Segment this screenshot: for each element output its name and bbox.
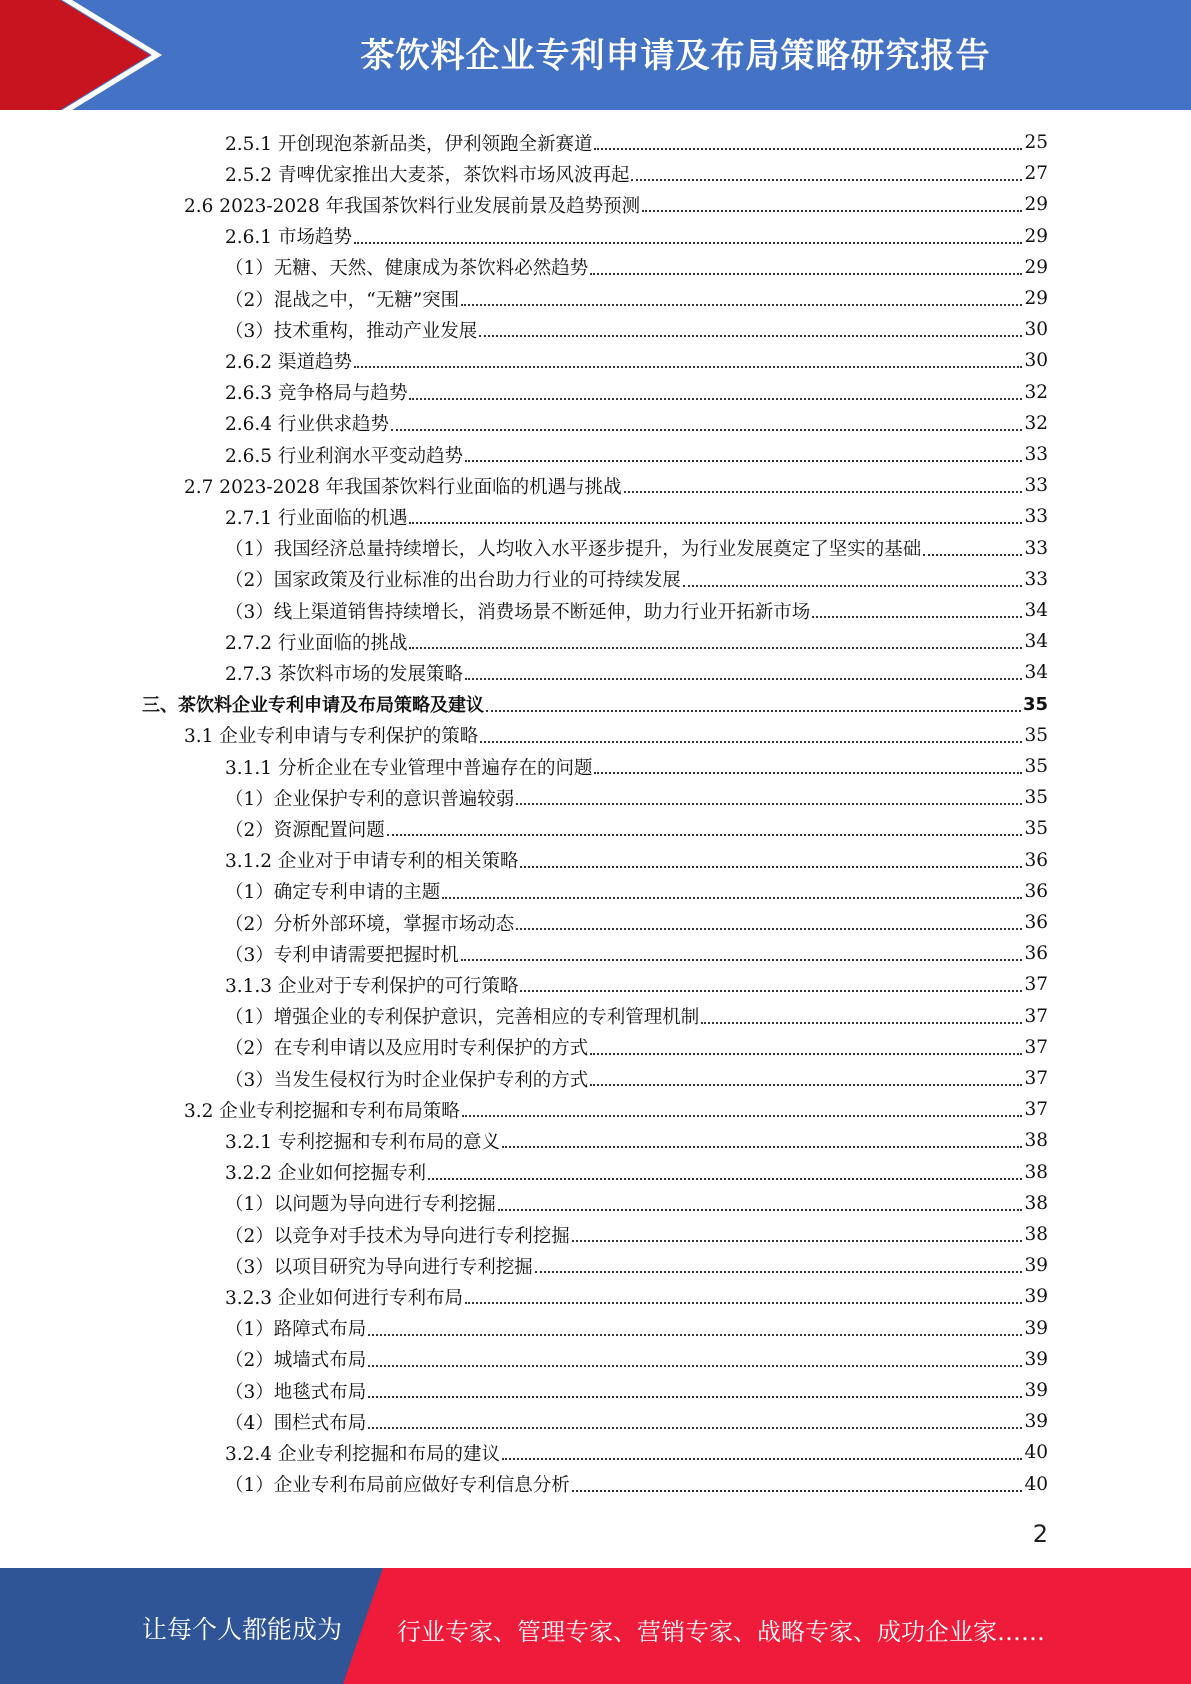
- toc-entry[interactable]: [225, 533, 1048, 564]
- toc-entry-title: 2.5.1 开创现泡茶新品类，伊利领跑全新赛道: [225, 133, 593, 155]
- toc-entry[interactable]: [225, 1313, 1048, 1344]
- toc-dot-leader: [516, 803, 1022, 805]
- toc-entry-page: 37: [1024, 974, 1048, 996]
- toc-dot-leader: [480, 741, 1022, 743]
- toc-entry-page: 35: [1024, 818, 1048, 840]
- toc-entry[interactable]: [225, 782, 1048, 813]
- toc-entry-title: 3.1 企业专利申请与专利保护的策略: [184, 726, 479, 748]
- toc-entry-page: 38: [1024, 1130, 1048, 1152]
- footer-banner: [0, 1568, 1191, 1684]
- toc-entry-page: 25: [1024, 132, 1048, 153]
- toc-entry-title: （1）企业专利布局前应做好专利信息分析: [225, 1475, 570, 1497]
- toc-dot-leader: [354, 366, 1023, 368]
- toc-entry-title: （1）我国经济总量持续增长，人均收入水平逐步提升，为行业发展奠定了坚实的基础: [225, 539, 922, 561]
- toc-entry-page: 27: [1024, 163, 1048, 185]
- toc-entry[interactable]: [225, 876, 1048, 907]
- toc-entry-page: 33: [1024, 444, 1048, 465]
- toc-entry[interactable]: [225, 439, 1048, 470]
- toc-entry-page: 38: [1024, 1192, 1048, 1214]
- toc-entry-page: 34: [1024, 631, 1048, 653]
- footer-slogan-left: 让每个人都能成为: [142, 1615, 343, 1644]
- toc-entry-page: 36: [1024, 943, 1048, 965]
- toc-entry-page: 30: [1024, 350, 1048, 372]
- toc-dot-leader: [502, 1146, 1022, 1148]
- toc-entry[interactable]: [184, 720, 1048, 751]
- toc-entry-title: （2）资源配置问题: [225, 819, 385, 841]
- toc-entry[interactable]: [142, 689, 1048, 720]
- toc-dot-leader: [486, 710, 1021, 712]
- toc-entry-title: 2.7.2 行业面临的挑战: [225, 632, 408, 654]
- toc-entry-page: 36: [1024, 849, 1048, 871]
- toc-dot-leader: [520, 990, 1022, 992]
- toc-dot-leader: [516, 928, 1022, 930]
- toc-dot-leader: [461, 304, 1022, 306]
- toc-dot-leader: [594, 772, 1022, 774]
- toc-entry-page: 33: [1024, 475, 1048, 497]
- toc-entry-title: （2）分析外部环境，掌握市场动态: [225, 913, 515, 935]
- toc-entry-page: 38: [1024, 1161, 1048, 1183]
- toc-entry[interactable]: [225, 751, 1048, 782]
- toc-entry-page: 29: [1024, 288, 1048, 309]
- toc-dot-leader: [368, 1365, 1022, 1367]
- toc-entry-page: 39: [1024, 1317, 1048, 1339]
- toc-dot-leader: [461, 959, 1023, 961]
- toc-entry-page: 39: [1024, 1255, 1048, 1277]
- toc-entry-page: 29: [1024, 256, 1048, 278]
- toc-entry-title: 3.1.2 企业对于申请专利的相关策略: [225, 851, 519, 873]
- toc-entry-page: 35: [1022, 693, 1048, 715]
- toc-entry[interactable]: [225, 813, 1048, 844]
- toc-dot-leader: [590, 1084, 1022, 1086]
- toc-entry-page: 37: [1024, 1068, 1048, 1089]
- toc-dot-leader: [368, 1334, 1022, 1336]
- toc-entry[interactable]: [225, 1032, 1048, 1063]
- toc-entry-page: 39: [1024, 1286, 1048, 1308]
- toc-entry-title: （2）在专利申请以及应用时专利保护的方式: [225, 1038, 589, 1060]
- toc-entry-page: 38: [1024, 1224, 1048, 1245]
- toc-dot-leader: [354, 242, 1023, 244]
- toc-entry-title: 2.6.2 渠道趋势: [225, 351, 352, 373]
- toc-entry[interactable]: [225, 1250, 1048, 1281]
- toc-entry-title: 2.7 2023-2028 年我国茶饮料行业面临的机遇与挑战: [184, 476, 622, 498]
- toc-entry-title: 2.6.5 行业利润水平变动趋势: [225, 445, 463, 467]
- toc-entry-title: （1）确定专利申请的主题: [225, 882, 441, 904]
- toc-entry[interactable]: [225, 345, 1048, 376]
- toc-entry-title: （2）城墙式布局: [225, 1350, 367, 1372]
- toc-entry[interactable]: [225, 626, 1048, 657]
- toc-dot-leader: [642, 210, 1022, 212]
- toc-entry[interactable]: [225, 1125, 1048, 1156]
- toc-entry-page: 39: [1024, 1348, 1048, 1370]
- toc-dot-leader: [387, 834, 1023, 836]
- toc-entry-page: 40: [1024, 1473, 1048, 1495]
- toc-entry[interactable]: [225, 595, 1048, 626]
- toc-dot-leader: [409, 647, 1022, 649]
- toc-entry[interactable]: [225, 1157, 1048, 1188]
- toc-entry-title: 2.7.3 茶饮料市场的发展策略: [225, 663, 463, 685]
- toc-dot-leader: [442, 897, 1022, 899]
- toc-dot-leader: [409, 398, 1022, 400]
- toc-dot-leader: [590, 273, 1022, 275]
- toc-dot-leader: [479, 335, 1022, 337]
- toc-entry-title: （1）路障式布局: [225, 1319, 367, 1341]
- toc-dot-leader: [572, 1490, 1023, 1492]
- toc-entry-title: （3）当发生侵权行为时企业保护专利的方式: [225, 1069, 589, 1091]
- toc-entry-page: 33: [1024, 537, 1048, 559]
- toc-dot-leader: [535, 1271, 1023, 1273]
- toc-entry-page: 34: [1024, 662, 1048, 684]
- toc-dot-leader: [594, 148, 1022, 150]
- toc-entry-title: （2）以竞争对手技术为导向进行专利挖掘: [225, 1225, 570, 1247]
- toc-entry-page: 33: [1024, 506, 1048, 528]
- toc-entry-title: 3.2.2 企业如何挖掘专利: [225, 1163, 426, 1185]
- toc-entry-title: （2）混战之中，“无糖”突围: [225, 289, 460, 311]
- toc-entry[interactable]: [225, 1469, 1048, 1500]
- toc-dot-leader: [465, 460, 1022, 462]
- toc-entry-title: （1）企业保护专利的意识普遍较弱: [225, 788, 515, 810]
- toc-dot-leader: [701, 1022, 1022, 1024]
- toc-entry-title: （3）线上渠道销售持续增长，消费场景不断延伸，助力行业开拓新市场: [225, 601, 811, 623]
- toc-dot-leader: [631, 179, 1022, 181]
- toc-entry-title: 2.5.2 青啤优家推出大麦茶，茶饮料市场风波再起: [225, 164, 630, 186]
- toc-dot-leader: [368, 1427, 1022, 1429]
- toc-entry-page: 37: [1024, 1099, 1048, 1121]
- toc-entry-title: 3.2 企业专利挖掘和专利布局策略: [184, 1100, 460, 1122]
- toc-entry-page: 35: [1024, 724, 1048, 746]
- toc-entry[interactable]: [225, 1219, 1048, 1250]
- toc-entry-title: （4）围栏式布局: [225, 1412, 367, 1434]
- toc-entry-title: 2.6.1 市场趋势: [225, 227, 352, 249]
- toc-entry-page: 37: [1024, 1005, 1048, 1027]
- toc-entry-page: 34: [1024, 600, 1048, 621]
- toc-entry[interactable]: [225, 1437, 1048, 1468]
- toc-entry-page: 37: [1024, 1036, 1048, 1058]
- toc-entry[interactable]: [225, 969, 1048, 1000]
- footer-slogan-right: 行业专家、管理专家、营销专家、战略专家、成功企业家……: [397, 1618, 1045, 1646]
- toc-entry-page: 32: [1024, 412, 1048, 434]
- toc-entry-title: 3.1.3 企业对于专利保护的可行策略: [225, 975, 519, 997]
- toc-entry-title: 三、茶饮料企业专利申请及布局策略及建议: [142, 695, 484, 717]
- toc-entry-title: （1）无糖、天然、健康成为茶饮料必然趋势: [225, 258, 589, 280]
- toc-entry[interactable]: [225, 1375, 1048, 1406]
- toc-entry-page: 36: [1024, 912, 1048, 933]
- toc-dot-leader: [590, 1053, 1022, 1055]
- toc-dot-leader: [498, 1209, 1023, 1211]
- toc-entry-page: 39: [1024, 1380, 1048, 1401]
- toc-entry[interactable]: [225, 158, 1048, 189]
- toc-entry[interactable]: [225, 845, 1048, 876]
- toc-entry-title: （3）地毯式布局: [225, 1381, 367, 1403]
- toc-dot-leader: [572, 1240, 1023, 1242]
- toc-entry-title: 2.7.1 行业面临的机遇: [225, 507, 408, 529]
- toc-entry[interactable]: [225, 1188, 1048, 1219]
- toc-entry-title: （3）专利申请需要把握时机: [225, 944, 459, 966]
- toc-entry-title: 3.2.3 企业如何进行专利布局: [225, 1287, 463, 1309]
- toc-dot-leader: [520, 866, 1022, 868]
- header-banner: [0, 0, 1191, 110]
- toc-entry-title: （2）国家政策及行业标准的出台助力行业的可持续发展: [225, 570, 681, 592]
- toc-entry[interactable]: [225, 657, 1048, 688]
- toc-dot-leader: [428, 1178, 1022, 1180]
- toc-entry-page: 35: [1024, 787, 1048, 809]
- toc-entry-title: （3）技术重构，推动产业发展: [225, 320, 478, 342]
- toc-entry[interactable]: [225, 1344, 1048, 1375]
- toc-dot-leader: [624, 491, 1023, 493]
- toc-entry[interactable]: [225, 283, 1048, 314]
- toc-dot-leader: [462, 1115, 1023, 1117]
- toc-entry[interactable]: [225, 221, 1048, 252]
- toc-entry[interactable]: [184, 1094, 1048, 1125]
- toc-entry-page: 29: [1024, 225, 1048, 247]
- toc-entry-title: 2.6 2023-2028 年我国茶饮料行业发展前景及趋势预测: [184, 195, 641, 217]
- toc-entry[interactable]: [225, 564, 1048, 595]
- toc-entry[interactable]: [225, 938, 1048, 969]
- toc-entry[interactable]: [225, 1281, 1048, 1312]
- toc-entry-title: 3.1.1 分析企业在专业管理中普遍存在的问题: [225, 757, 593, 779]
- toc-entry-page: 40: [1024, 1442, 1048, 1464]
- toc-entry-title: 3.2.1 专利挖掘和专利布局的意义: [225, 1131, 500, 1153]
- report-title: 茶饮料企业专利申请及布局策略研究报告: [360, 36, 991, 76]
- toc-entry-title: （1）以问题为导向进行专利挖掘: [225, 1194, 496, 1216]
- toc-entry-title: （3）以项目研究为导向进行专利挖掘: [225, 1256, 533, 1278]
- toc-entry[interactable]: [225, 127, 1048, 158]
- toc-entry-title: 3.2.4 企业专利挖掘和布局的建议: [225, 1443, 500, 1465]
- toc-entry[interactable]: [225, 314, 1048, 345]
- toc-dot-leader: [409, 522, 1022, 524]
- toc-dot-leader: [465, 1302, 1022, 1304]
- toc-entry-title: （1）增强企业的专利保护意识，完善相应的专利管理机制: [225, 1007, 700, 1029]
- page-number: 2: [1032, 1520, 1048, 1548]
- toc-entry-page: 32: [1024, 381, 1048, 403]
- toc-dot-leader: [812, 616, 1022, 618]
- toc-entry-page: 33: [1024, 568, 1048, 590]
- toc-entry[interactable]: [225, 501, 1048, 532]
- toc-dot-leader: [502, 1458, 1022, 1460]
- toc-entry-page: 30: [1024, 319, 1048, 341]
- toc-dot-leader: [368, 1396, 1022, 1398]
- toc-entry[interactable]: [225, 907, 1048, 938]
- toc-entry[interactable]: [225, 377, 1048, 408]
- toc-entry[interactable]: [225, 1001, 1048, 1032]
- toc-entry-page: 35: [1024, 756, 1048, 777]
- toc-entry-page: 39: [1024, 1411, 1048, 1433]
- toc-entry[interactable]: [225, 1063, 1048, 1094]
- toc-entry[interactable]: [225, 252, 1048, 283]
- toc-dot-leader: [391, 429, 1022, 431]
- toc-entry-title: 2.6.4 行业供求趋势: [225, 414, 389, 436]
- toc-entry[interactable]: [184, 189, 1048, 220]
- toc-entry-title: 2.6.3 竞争格局与趋势: [225, 383, 408, 405]
- toc-dot-leader: [683, 585, 1023, 587]
- toc-dot-leader: [923, 554, 1022, 556]
- toc-dot-leader: [465, 678, 1022, 680]
- toc-entry[interactable]: [225, 408, 1048, 439]
- toc-entry-page: 29: [1024, 194, 1048, 216]
- toc-entry-page: 36: [1024, 880, 1048, 902]
- toc-entry[interactable]: [225, 1406, 1048, 1437]
- toc-entry[interactable]: [184, 470, 1048, 501]
